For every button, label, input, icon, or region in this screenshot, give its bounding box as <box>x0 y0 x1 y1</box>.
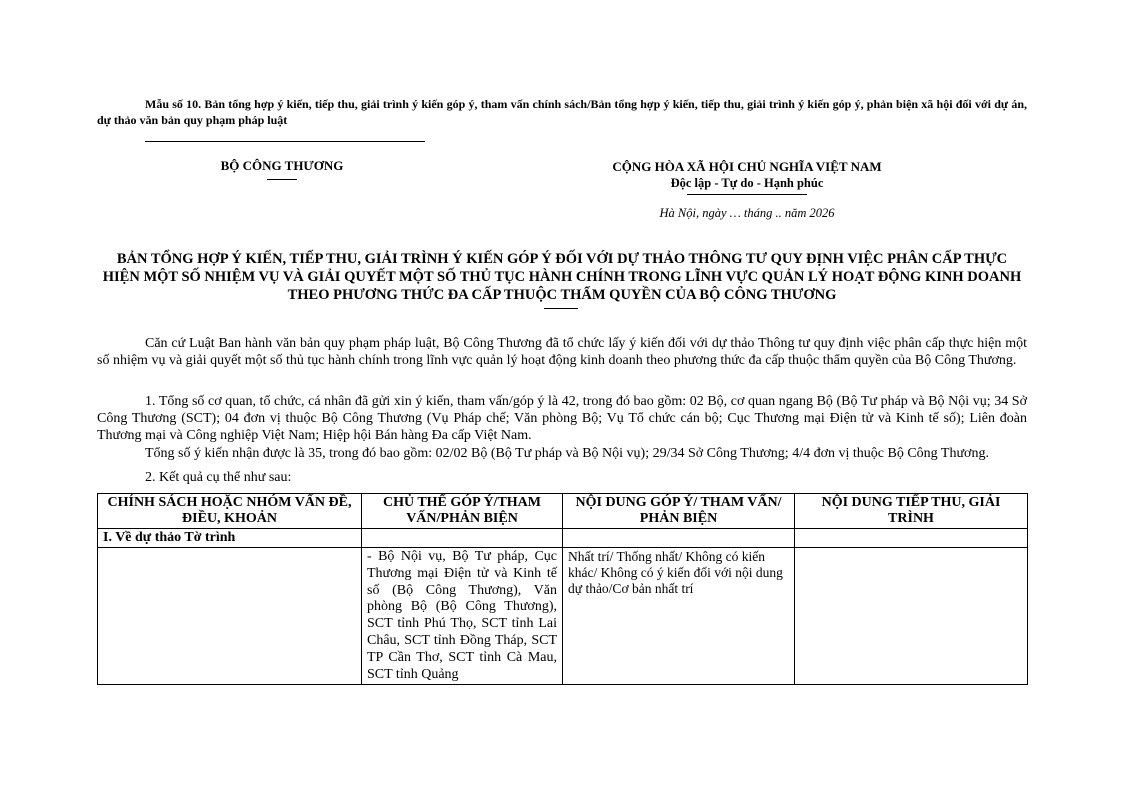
policy-cell <box>98 548 362 685</box>
item-1-paragraph: 1. Tổng số cơ quan, tổ chức, cá nhân đã gửi xin ý kiến, tham vấn/góp ý là 42, trong đó bao gồm: 02 Bộ, cơ quan ngang Bộ (Bộ Tư pháp và Bộ Nội vụ; 34 Sở Công Thương (SCT); 04 đơn vị thuộc Bộ Công Thương (Vụ Pháp chế; Văn phòng Bộ; Vụ Tổ chức cán bộ; Cục Thương mại Điện tử và Kinh tế số); Liên đoàn Thương mại và Công nghiệp Việt Nam; Hiệp hội Bán hàng Đa cấp Việt Nam. <box>97 394 1027 443</box>
header-subject: CHỦ THỂ GÓP Ý/THAM VẤN/PHẢN BIỆN <box>362 494 563 529</box>
subjects-cell: - Bộ Nội vụ, Bộ Tư pháp, Cục Thương mại Điện tử và Kinh tế số (Bộ Công Thương), Văn phòng Bộ (Bộ Công Thương), SCT tỉnh Phú Thọ, SCT tỉnh Lai Châu, SCT tỉnh Đồng Tháp, SCT TP Cần Thơ, SCT tỉnh Cà Mau, SCT tỉnh Quảng <box>362 548 563 685</box>
document-title: BẢN TỔNG HỢP Ý KIẾN, TIẾP THU, GIẢI TRÌNH Ý KIẾN GÓP Ý ĐỐI VỚI DỰ THẢO THÔNG TƯ QUY ĐỊNH VIỆC PHÂN CẤP THỰC HIỆN MỘT SỐ NHIỆM VỤ VÀ GIẢI QUYẾT MỘT SỐ THỦ TỤC HÀNH CHÍNH TRONG LĨNH VỰC QUẢN LÝ HOẠT ĐỘNG KINH DOANH THEO PHƯƠNG THỨC ĐA CẤP THUỘC THẨM QUYỀN CỦA BỘ CÔNG THƯƠNG <box>102 251 1022 303</box>
header-content: NỘI DUNG GÓP Ý/ THAM VẤN/ PHẢN BIỆN <box>563 494 795 529</box>
title-underline <box>544 308 578 309</box>
feedback-table <box>97 493 1028 685</box>
response-cell <box>795 548 1028 685</box>
agency-header <box>182 158 382 180</box>
form-title: Mẫu số 10. Bản tổng hợp ý kiến, tiếp thu, giải trình ý kiến góp ý, tham vấn chính sách/Bản tổng hợp ý kiến, tiếp thu, giải trình ý kiến góp ý, phản biện xã hội đối với dự án, dự thảo văn bản quy phạm pháp luật <box>97 97 1027 127</box>
table-row <box>98 548 1028 685</box>
separator-line <box>145 141 425 142</box>
motto-underline <box>687 194 807 195</box>
section-empty-cell <box>563 529 795 548</box>
national-motto: Độc lập - Tự do - Hạnh phúc <box>670 176 824 190</box>
nation-name: CỘNG HÒA XÃ HỘI CHỦ NGHĨA VIỆT NAM <box>612 159 882 174</box>
item-1b-paragraph: Tổng số ý kiến nhận được là 35, trong đó bao gồm: 02/02 Bộ (Bộ Tư pháp và Bộ Nội vụ); 29/34 Sở Công Thương; 4/4 đơn vị thuộc Bộ Công Thương. <box>145 446 989 461</box>
section-empty-cell <box>362 529 563 548</box>
agency-name: BỘ CÔNG THƯƠNG <box>220 158 344 173</box>
date-line: Hà Nội, ngày … tháng .. năm 2026 <box>659 206 835 220</box>
header-response: NỘI DUNG TIẾP THU, GIẢI TRÌNH <box>795 494 1028 529</box>
national-header <box>577 158 917 221</box>
table-header-row <box>98 494 1028 529</box>
intro-paragraph: Căn cứ Luật Ban hành văn bản quy phạm pháp luật, Bộ Công Thương đã tổ chức lấy ý kiến đối với dự thảo Thông tư quy định việc phân cấp thực hiện một số nhiệm vụ và giải quyết một số thủ tục hành chính trong lĩnh vực quản lý hoạt động kinh doanh theo phương thức đa cấp thuộc thẩm quyền của Bộ Công Thương. <box>97 336 1027 368</box>
agency-underline <box>267 179 297 180</box>
section-empty-cell <box>795 529 1028 548</box>
header-policy: CHÍNH SÁCH HOẶC NHÓM VẤN ĐỀ, ĐIỀU, KHOẢN <box>98 494 362 529</box>
content-cell: Nhất trí/ Thống nhất/ Không có kiến khác/ Không có ý kiến đối với nội dung dự thảo/Cơ bản nhất trí <box>563 548 795 685</box>
item-2-paragraph: 2. Kết quả cụ thể như sau: <box>145 470 292 485</box>
section-title: I. Về dự thảo Tờ trình <box>98 529 362 548</box>
section-row <box>98 529 1028 548</box>
